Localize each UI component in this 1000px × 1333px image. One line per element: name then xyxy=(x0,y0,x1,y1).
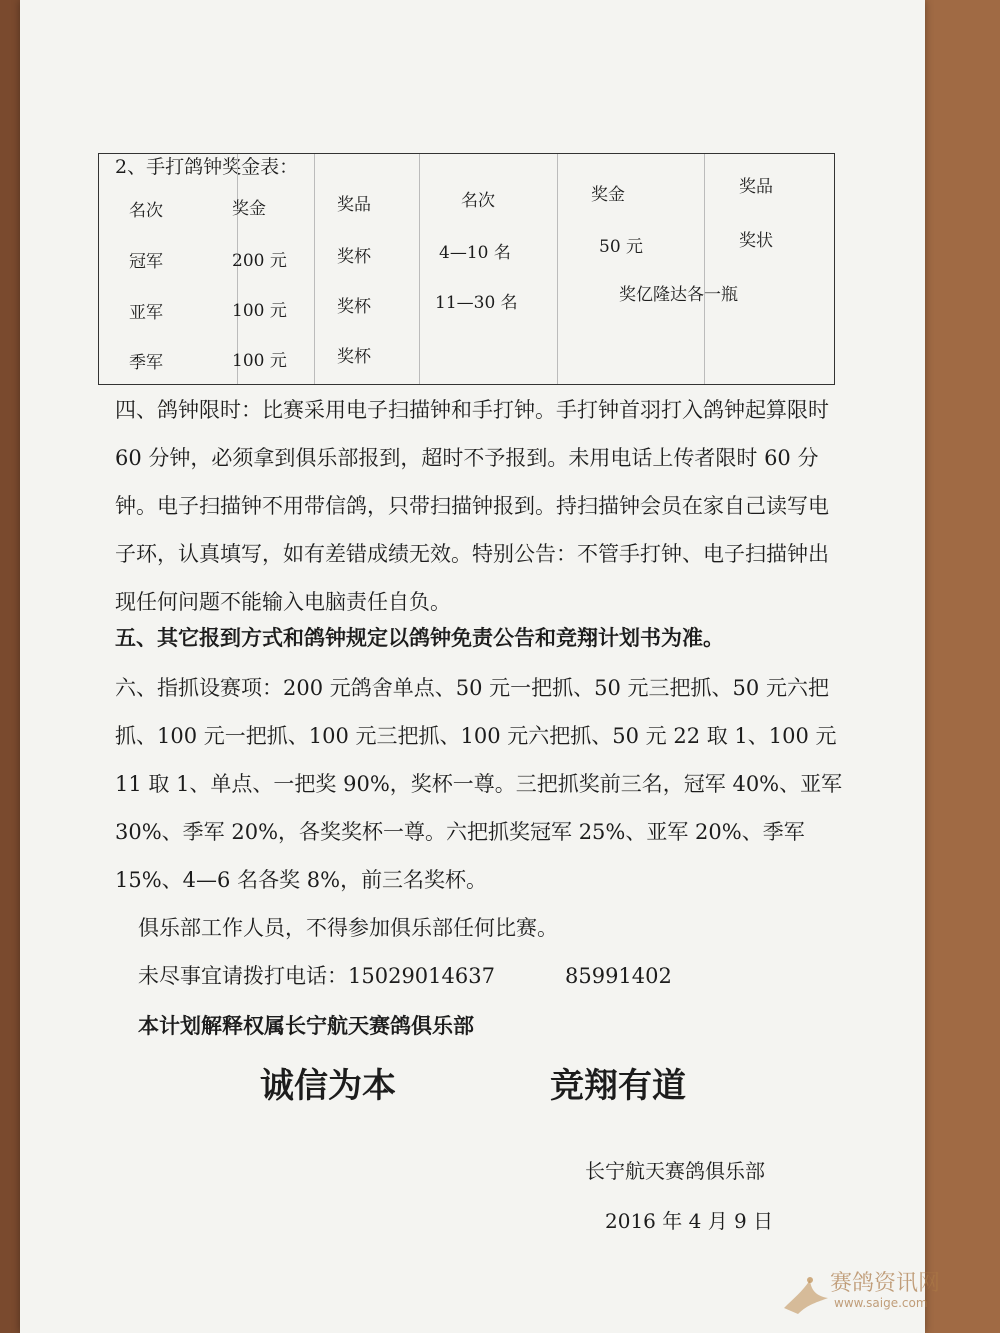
signature-date: 2016 年 4 月 9 日 xyxy=(605,1209,774,1233)
header-prize-money: 奖金 xyxy=(591,185,625,205)
section-5-other-rules: 五、其它报到方式和鸽钟规定以鸽钟免责公告和竞翔计划书为准。 xyxy=(115,625,724,650)
table-cell: 50 元 xyxy=(599,237,644,257)
header-award: 奖品 xyxy=(739,177,773,197)
header-award: 奖品 xyxy=(337,195,371,215)
watermark-site-name: 赛鸽资讯网 xyxy=(830,1271,941,1296)
table-cell: 奖杯 xyxy=(337,297,371,317)
slogan-integrity: 诚信为本 xyxy=(260,1066,396,1106)
staff-note: 俱乐部工作人员，不得参加俱乐部任何比赛。 xyxy=(138,916,558,940)
phone-number-mobile: 15029014637 xyxy=(348,964,495,988)
watermark-url: www.saige.com xyxy=(834,1296,928,1310)
phone-number-landline: 85991402 xyxy=(564,964,672,988)
table-cell: 4—10 名 xyxy=(439,243,511,263)
table-title: 2、手打鸽钟奖金表： xyxy=(115,156,299,178)
table-cell: 11—30 名 xyxy=(435,293,518,313)
table-cell: 奖状 xyxy=(739,231,773,251)
table-cell: 200 元 xyxy=(232,251,287,271)
table-cell: 冠军 xyxy=(129,252,163,272)
contact-line xyxy=(138,960,672,990)
table-cell: 奖亿隆达各一瓶 xyxy=(619,285,738,305)
table-cell: 100 元 xyxy=(232,351,287,371)
table-cell: 100 元 xyxy=(232,301,287,321)
table-divider xyxy=(419,154,420,384)
header-prize-money: 奖金 xyxy=(232,199,266,219)
pigeon-logo-icon xyxy=(780,1270,832,1318)
table-cell: 亚军 xyxy=(129,303,163,323)
header-rank: 名次 xyxy=(461,191,495,211)
header-rank: 名次 xyxy=(129,201,163,221)
table-divider xyxy=(704,154,705,384)
table-cell: 奖杯 xyxy=(337,347,371,367)
prize-table xyxy=(98,153,835,385)
watermark xyxy=(780,1262,990,1326)
signature-club-name: 长宁航天赛鸽俱乐部 xyxy=(585,1159,765,1183)
section-6-pool-bets: 六、指抓设赛项：200 元鸽舍单点、50 元一把抓、50 元三把抓、50 元六把抓、100 元一把抓、100 元三把抓、100 元六把抓、50 元 22 取 1、100 元 11 取 1、单点、一把奖 90%，奖杯一尊。三把抓奖前三名，冠军 40%、亚军 30%、季军 20%，各奖奖杯一尊。六把抓奖冠军 25%、亚军 20%、季军 15%、4—6 名各奖 8%，前三名奖杯。 xyxy=(115,676,843,892)
section-4-clock-time-limit: 四、鸽钟限时：比赛采用电子扫描钟和手打钟。手打钟首羽打入鸽钟起算限时 60 分钟，必须拿到俱乐部报到，超时不予报到。未用电话上传者限时 60 分钟。电子扫描钟不用带信鸽，只带扫描钟报到。持扫描钟会员在家自己读写电子环，认真填写，如有差错成绩无效。特别公告：不管手打钟、电子扫描钟出现任何问题不能输入电脑责任自负。 xyxy=(115,398,829,614)
slogan-competition: 竞翔有道 xyxy=(550,1066,686,1106)
rights-statement: 本计划解释权属长宁航天赛鸽俱乐部 xyxy=(138,1013,474,1038)
table-cell: 季军 xyxy=(129,353,163,373)
table-cell: 奖杯 xyxy=(337,247,371,267)
table-divider xyxy=(314,154,315,384)
table-divider xyxy=(557,154,558,384)
phone-label: 未尽事宜请拨打电话： xyxy=(138,964,348,988)
document-page xyxy=(20,0,925,1333)
